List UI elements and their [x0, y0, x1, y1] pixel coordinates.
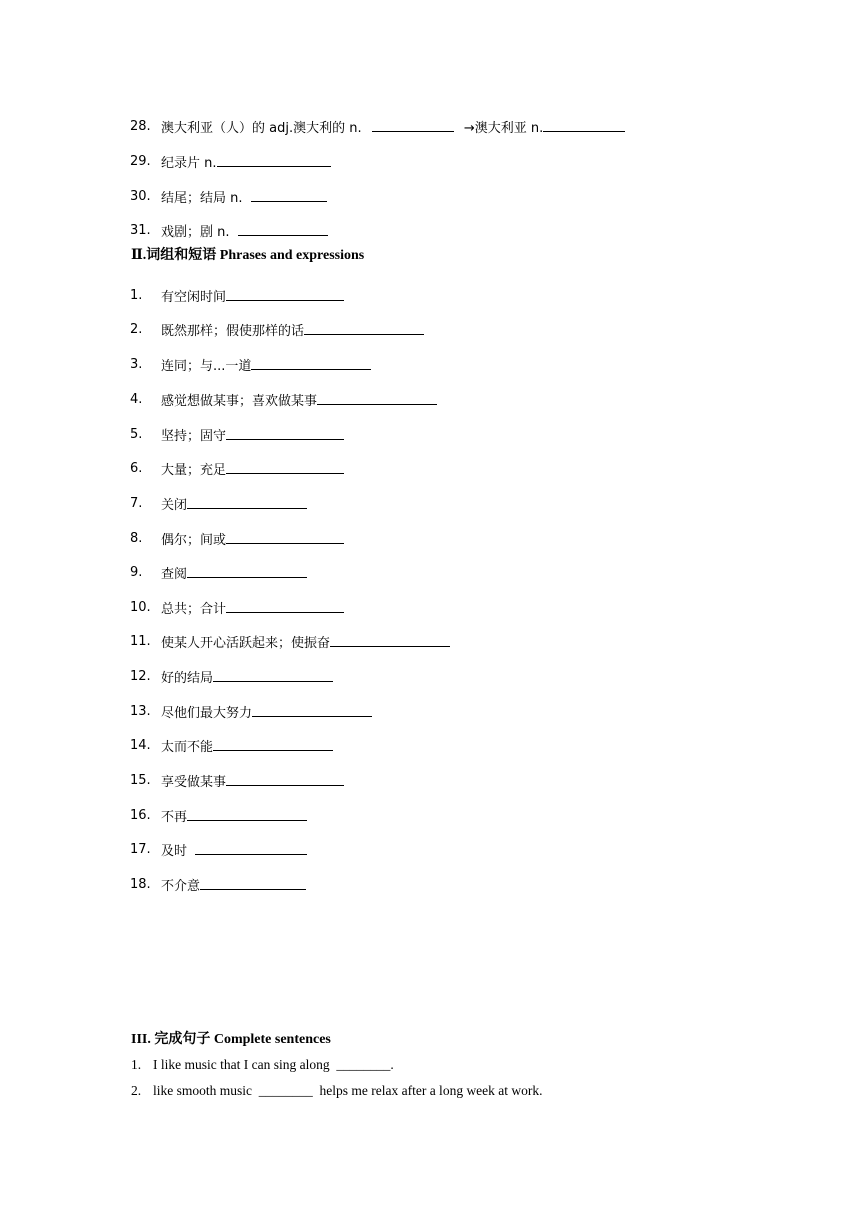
sentence-text: . [390, 1057, 394, 1072]
item-number: 1. [130, 288, 143, 303]
sentence-text: helps me relax after a long week at work. [319, 1083, 543, 1098]
item-number: 6. [130, 461, 143, 476]
item-text: 戏剧；剧 n. [161, 221, 328, 243]
item-number: 31. [130, 223, 151, 238]
item-text: 关闭 [161, 498, 188, 513]
answer-blank[interactable]: ________ [258, 1083, 313, 1098]
item-number: 3. [130, 357, 143, 372]
section-3-title: III. 完成句子 Complete sentences [131, 1032, 331, 1047]
sentence-item [131, 1057, 394, 1073]
answer-blank[interactable] [213, 667, 333, 682]
sentence-text: like smooth music [153, 1083, 252, 1098]
answer-blank[interactable] [226, 771, 344, 786]
answer-blank[interactable] [226, 286, 344, 301]
item-text: 连同；与...一道 [161, 359, 252, 374]
answer-blank[interactable] [317, 390, 437, 405]
item-text: 及时 [161, 844, 188, 859]
answer-blank[interactable] [187, 806, 307, 821]
answer-blank[interactable]: ________ [336, 1057, 391, 1072]
answer-blank[interactable] [330, 632, 450, 647]
answer-blank[interactable] [187, 563, 307, 578]
answer-blank[interactable] [252, 702, 372, 717]
item-number: 4. [130, 392, 143, 407]
item-number: 10. [130, 600, 151, 615]
answer-blank[interactable] [251, 355, 371, 370]
item-text: 享受做某事 [161, 775, 227, 790]
section-2-title: Ⅱ.词组和短语 Phrases and expressions [131, 248, 365, 263]
item-text: 好的结局 [161, 671, 214, 686]
item-number: 18. [130, 877, 151, 892]
item-text: 太而不能 [161, 740, 214, 755]
item-text: 澳大利亚（人）的 adj.澳大利的 n. →澳大利亚 n. [161, 117, 625, 139]
answer-blank[interactable] [213, 736, 333, 751]
item-text: 坚持；固守 [161, 429, 227, 444]
answer-blank[interactable] [304, 320, 424, 335]
answer-blank[interactable] [226, 425, 344, 440]
item-text: 总共；合计 [161, 602, 227, 617]
answer-blank[interactable] [226, 459, 344, 474]
item-text: 查阅 [161, 567, 188, 582]
item-number: 12. [130, 669, 151, 684]
item-text: 使某人开心活跃起来；使振奋 [161, 636, 331, 651]
item-number: 7. [130, 496, 143, 511]
item-text: 不介意 [161, 879, 201, 894]
item-number: 1. [131, 1057, 142, 1072]
item-number: 15. [130, 773, 151, 788]
answer-blank[interactable] [217, 152, 331, 167]
item-text: 结尾；结局 n. [161, 187, 327, 209]
sentence-item [131, 1083, 543, 1099]
answer-blank[interactable] [543, 117, 625, 132]
answer-blank[interactable] [187, 494, 307, 509]
item-text: 有空闲时间 [161, 290, 227, 305]
item-number: 9. [130, 565, 143, 580]
item-number: 17. [130, 842, 151, 857]
item-number: 2. [131, 1083, 142, 1098]
item-number: 2. [130, 322, 143, 337]
item-text: 大量；充足 [161, 463, 227, 478]
item-text: 偶尔；间或 [161, 533, 227, 548]
item-number: 16. [130, 808, 151, 823]
item-number: 13. [130, 704, 151, 719]
answer-blank[interactable] [251, 187, 327, 202]
item-number: 8. [130, 531, 143, 546]
answer-blank[interactable] [226, 598, 344, 613]
item-number: 28. [130, 119, 151, 134]
item-text: 不再 [161, 810, 188, 825]
item-number: 29. [130, 154, 151, 169]
item-text: 纪录片 n. [161, 152, 331, 174]
answer-blank[interactable] [195, 840, 307, 855]
answer-blank[interactable] [200, 875, 306, 890]
sentence-text: I like music that I can sing along [153, 1057, 330, 1072]
item-number: 11. [130, 634, 151, 649]
item-text: 尽他们最大努力 [161, 706, 253, 721]
item-number: 30. [130, 189, 151, 204]
answer-blank[interactable] [372, 117, 454, 132]
item-number: 14. [130, 738, 151, 753]
item-text: 感觉想做某事；喜欢做某事 [161, 394, 318, 409]
answer-blank[interactable] [226, 529, 344, 544]
item-text: 既然那样；假使那样的话 [161, 324, 305, 339]
answer-blank[interactable] [238, 221, 328, 236]
item-number: 5. [130, 427, 143, 442]
